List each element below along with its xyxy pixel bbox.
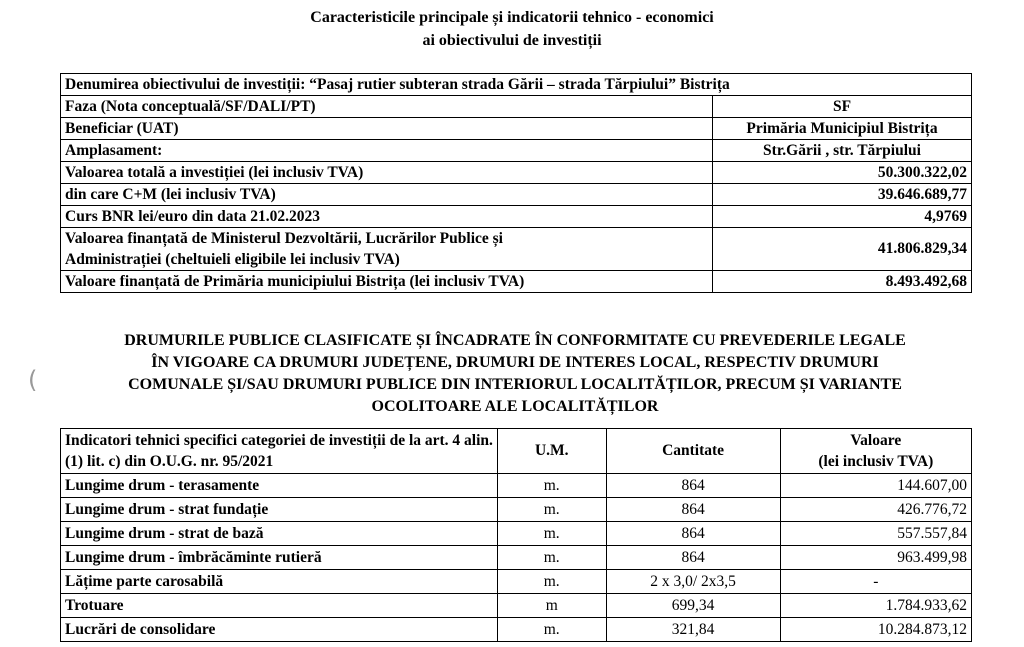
row-quantity: 864 [606, 546, 780, 570]
table-row [61, 546, 972, 570]
table-row [61, 74, 972, 96]
row-value: 426.776,72 [780, 498, 971, 522]
row-label: Valoare finanțată de Primăria municipiului Bistrița (lei inclusiv TVA) [61, 271, 713, 293]
row-value: Primăria Municipiul Bistrița [713, 118, 972, 140]
table-row [61, 618, 972, 642]
table-row [61, 271, 972, 293]
row-um: m. [497, 498, 606, 522]
row-label: Faza (Nota conceptuală/SF/DALI/PT) [61, 96, 713, 118]
row-label: din care C+M (lei inclusiv TVA) [61, 184, 713, 206]
table-row [61, 206, 972, 228]
row-label: Lungime drum - strat fundație [61, 498, 498, 522]
header-indicators [61, 429, 498, 474]
row-um: m. [497, 618, 606, 642]
table-row [61, 570, 972, 594]
table-row [61, 522, 972, 546]
indicators-table [60, 428, 972, 642]
section-heading [40, 330, 990, 418]
summary-table [60, 73, 972, 293]
row-label: Lucrări de consolidare [61, 618, 498, 642]
row-label: Lățime parte carosabilă [61, 570, 498, 594]
row-um: m. [497, 546, 606, 570]
row-value: 50.300.322,02 [713, 162, 972, 184]
row-value: SF [713, 96, 972, 118]
row-label: Valoarea totală a investiției (lei inclusiv TVA) [61, 162, 713, 184]
row-um: m [497, 594, 606, 618]
row-value: 1.784.933,62 [780, 594, 971, 618]
header-line: Indicatori tehnici specifici categoriei de investiții de la art. 4 alin. [65, 432, 493, 449]
row-value: 144.607,00 [780, 474, 971, 498]
table-row [61, 162, 972, 184]
header-um: U.M. [497, 429, 606, 474]
row-quantity: 864 [606, 498, 780, 522]
row-label: Curs BNR lei/euro din data 21.02.2023 [61, 206, 713, 228]
row-value: 4,9769 [713, 206, 972, 228]
investment-name: Denumirea obiectivului de investiții: “Pasaj rutier subteran strada Gării – strada Tărpiului” Bistrița [61, 74, 972, 96]
row-label: Beneficiar (UAT) [61, 118, 713, 140]
row-value: 39.646.689,77 [713, 184, 972, 206]
table-row [61, 498, 972, 522]
row-value: 8.493.492,68 [713, 271, 972, 293]
table-row [61, 140, 972, 162]
row-label-line: Administrației (cheltuieli eligibile lei inclusiv TVA) [65, 251, 400, 268]
document-subtitle: ai obiectivului de investiții [422, 32, 602, 49]
row-label: Trotuare [61, 594, 498, 618]
table-header-row [61, 429, 972, 474]
section-heading-line: COMUNALE ȘI/SAU DRUMURI PUBLICE DIN INTERIORUL LOCALITĂȚILOR, PRECUM ȘI VARIANTE [128, 376, 902, 393]
header-quantity: Cantitate [606, 429, 780, 474]
row-label: Lungime drum - îmbrăcăminte rutieră [61, 546, 498, 570]
row-um: m. [497, 570, 606, 594]
scan-mark-icon: ( [28, 366, 38, 394]
header-line: Valoare [850, 432, 902, 449]
row-quantity: 864 [606, 522, 780, 546]
row-um: m. [497, 522, 606, 546]
row-label: Amplasament: [61, 140, 713, 162]
row-quantity: 2 x 3,0/ 2x3,5 [606, 570, 780, 594]
row-value: 963.499,98 [780, 546, 971, 570]
section-heading-line: DRUMURILE PUBLICE CLASIFICATE ȘI ÎNCADRATE ÎN CONFORMITATE CU PREVEDERILE LEGALE [124, 332, 906, 349]
row-label: Lungime drum - strat de bază [61, 522, 498, 546]
row-value: 557.557,84 [780, 522, 971, 546]
row-label [61, 228, 713, 271]
header-line: (lei inclusiv TVA) [818, 453, 934, 470]
row-um: m. [497, 474, 606, 498]
header-line: (1) lit. c) din O.U.G. nr. 95/2021 [65, 453, 274, 470]
row-quantity: 321,84 [606, 618, 780, 642]
table-row [61, 96, 972, 118]
row-label-line: Valoarea finanțată de Ministerul Dezvoltării, Lucrărilor Publice și [65, 230, 503, 247]
document-title: Caracteristicile principale și indicatorii tehnico - economici [310, 9, 714, 26]
table-row [61, 228, 972, 271]
row-label: Lungime drum - terasamente [61, 474, 498, 498]
row-value: 10.284.873,12 [780, 618, 971, 642]
table-row [61, 594, 972, 618]
section-heading-line: ÎN VIGOARE CA DRUMURI JUDEȚENE, DRUMURI DE INTERES LOCAL, RESPECTIV DRUMURI [151, 354, 879, 371]
section-heading-line: OCOLITOARE ALE LOCALITĂȚILOR [371, 398, 659, 415]
row-value: - [780, 570, 971, 594]
row-quantity: 864 [606, 474, 780, 498]
table-row [61, 118, 972, 140]
header-value [780, 429, 971, 474]
row-value: 41.806.829,34 [713, 228, 972, 271]
table-row [61, 184, 972, 206]
table-row [61, 474, 972, 498]
row-quantity: 699,34 [606, 594, 780, 618]
row-value: Str.Gării , str. Tărpiului [713, 140, 972, 162]
